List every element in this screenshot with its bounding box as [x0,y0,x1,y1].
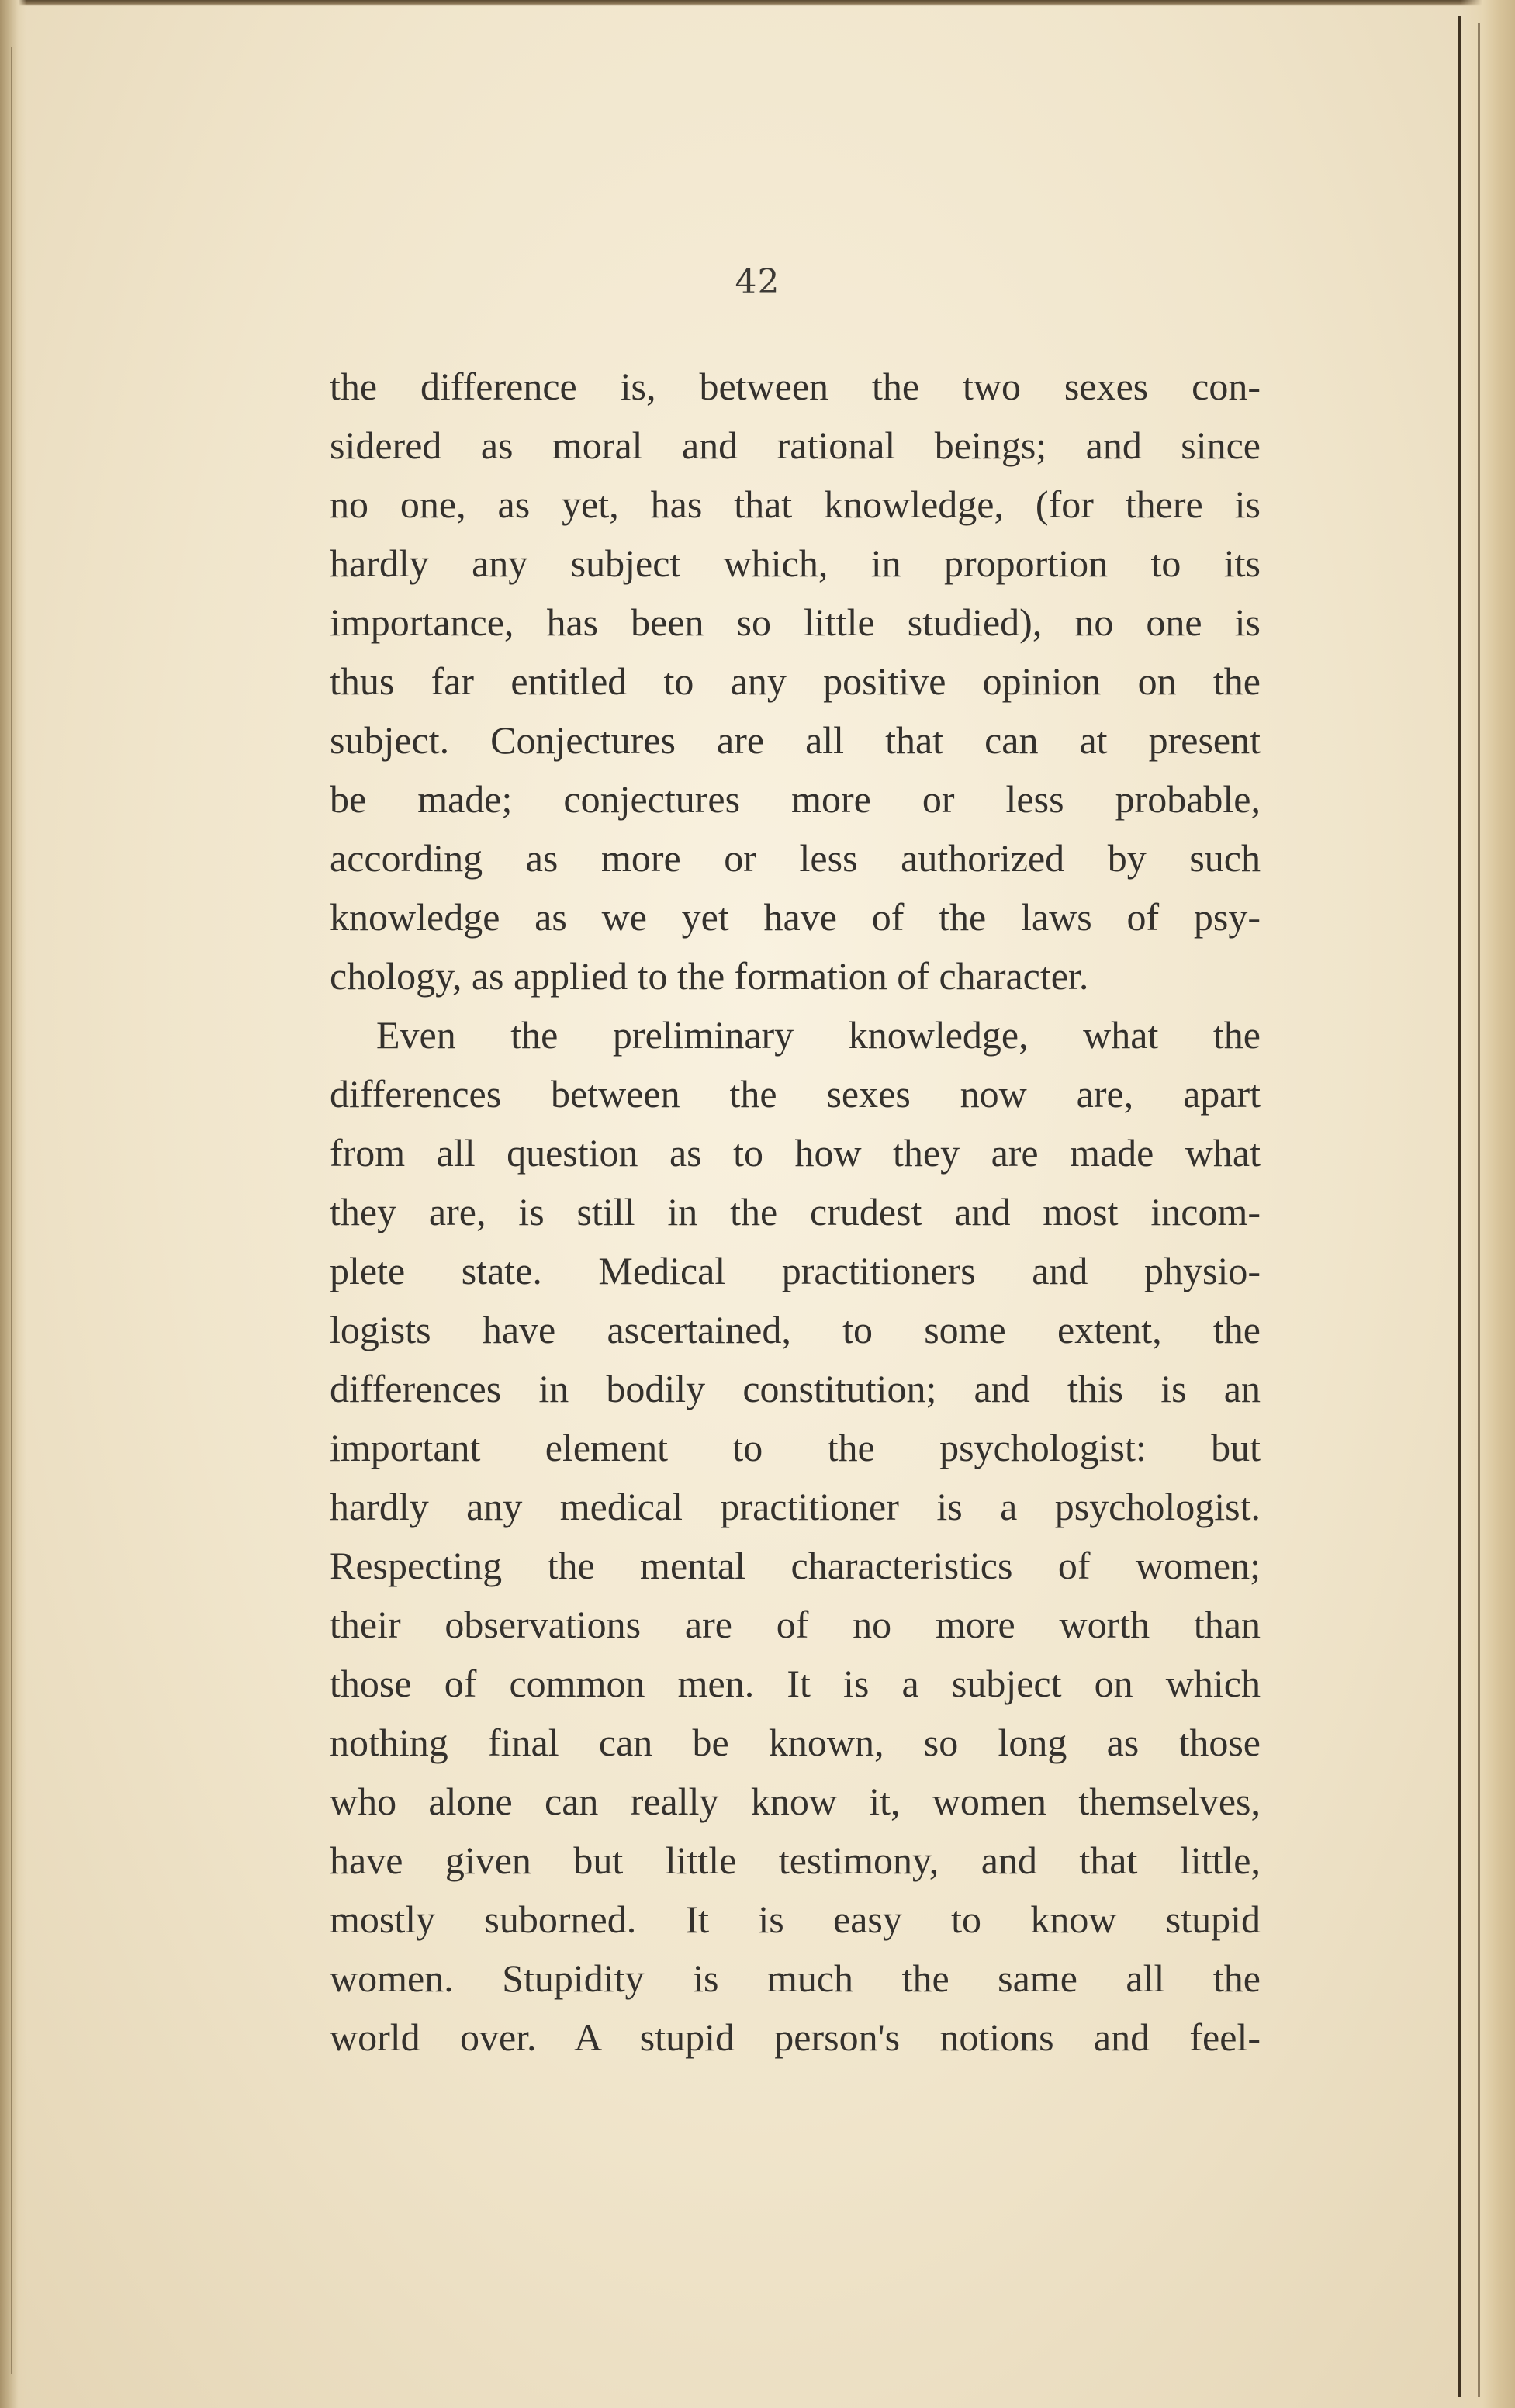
text-line: mostly suborned. It is easy to know stupid [330,1898,1261,1941]
text-line: those of common men. It is a subject on which [330,1662,1261,1705]
text-line: differences in bodily constitution; and this is an [330,1367,1261,1410]
page-top-edge [0,0,1515,6]
text-line: from all question as to how they are made what [330,1131,1261,1175]
right-edge-line-secondary [1478,23,1480,2397]
text-line: importance, has been so little studied), no one is [330,600,1261,644]
text-line: thus far entitled to any positive opinion on the [330,659,1261,703]
text-line: sidered as moral and rational beings; and since [330,424,1261,467]
text-line: who alone can really know it, women themselves, [330,1780,1261,1823]
text-line: subject. Conjectures are all that can at present [330,718,1261,762]
text-line: hardly any subject which, in proportion to its [330,541,1261,585]
text-line: they are, is still in the crudest and most incom- [330,1190,1261,1233]
page-right-edge [1461,0,1515,2408]
text-line: according as more or less authorized by such [330,836,1261,880]
right-edge-line [1458,16,1461,2397]
text-line: differences between the sexes now are, apart [330,1072,1261,1116]
page-number: 42 [735,262,780,302]
text-line: be made; conjectures more or less probable, [330,777,1261,821]
text-line: women. Stupidity is much the same all the [330,1956,1261,2000]
text-line: logists have ascertained, to some extent, the [330,1308,1261,1351]
text-line: the difference is, between the two sexes con- [330,365,1261,408]
text-line: have given but little testimony, and that little, [330,1839,1261,1882]
text-line: their observations are of no more worth than [330,1603,1261,1646]
text-line: no one, as yet, has that knowledge, (for there is [330,483,1261,526]
text-line: Even the preliminary knowledge, what the [376,1013,1261,1057]
text-line: hardly any medical practitioner is a psychologist. [330,1485,1261,1528]
text-line: chology, as applied to the formation of character. [330,954,1089,998]
text-line: important element to the psychologist: but [330,1426,1261,1469]
text-line: knowledge as we yet have of the laws of psy- [330,895,1261,939]
binding-line [11,47,12,2374]
text-line: nothing final can be known, so long as those [330,1721,1261,1764]
text-line: Respecting the mental characteristics of women; [330,1544,1261,1587]
binding-edge [0,0,26,2408]
text-line: plete state. Medical practitioners and physio- [330,1249,1261,1292]
text-line: world over. A stupid person's notions and feel- [330,2015,1261,2059]
